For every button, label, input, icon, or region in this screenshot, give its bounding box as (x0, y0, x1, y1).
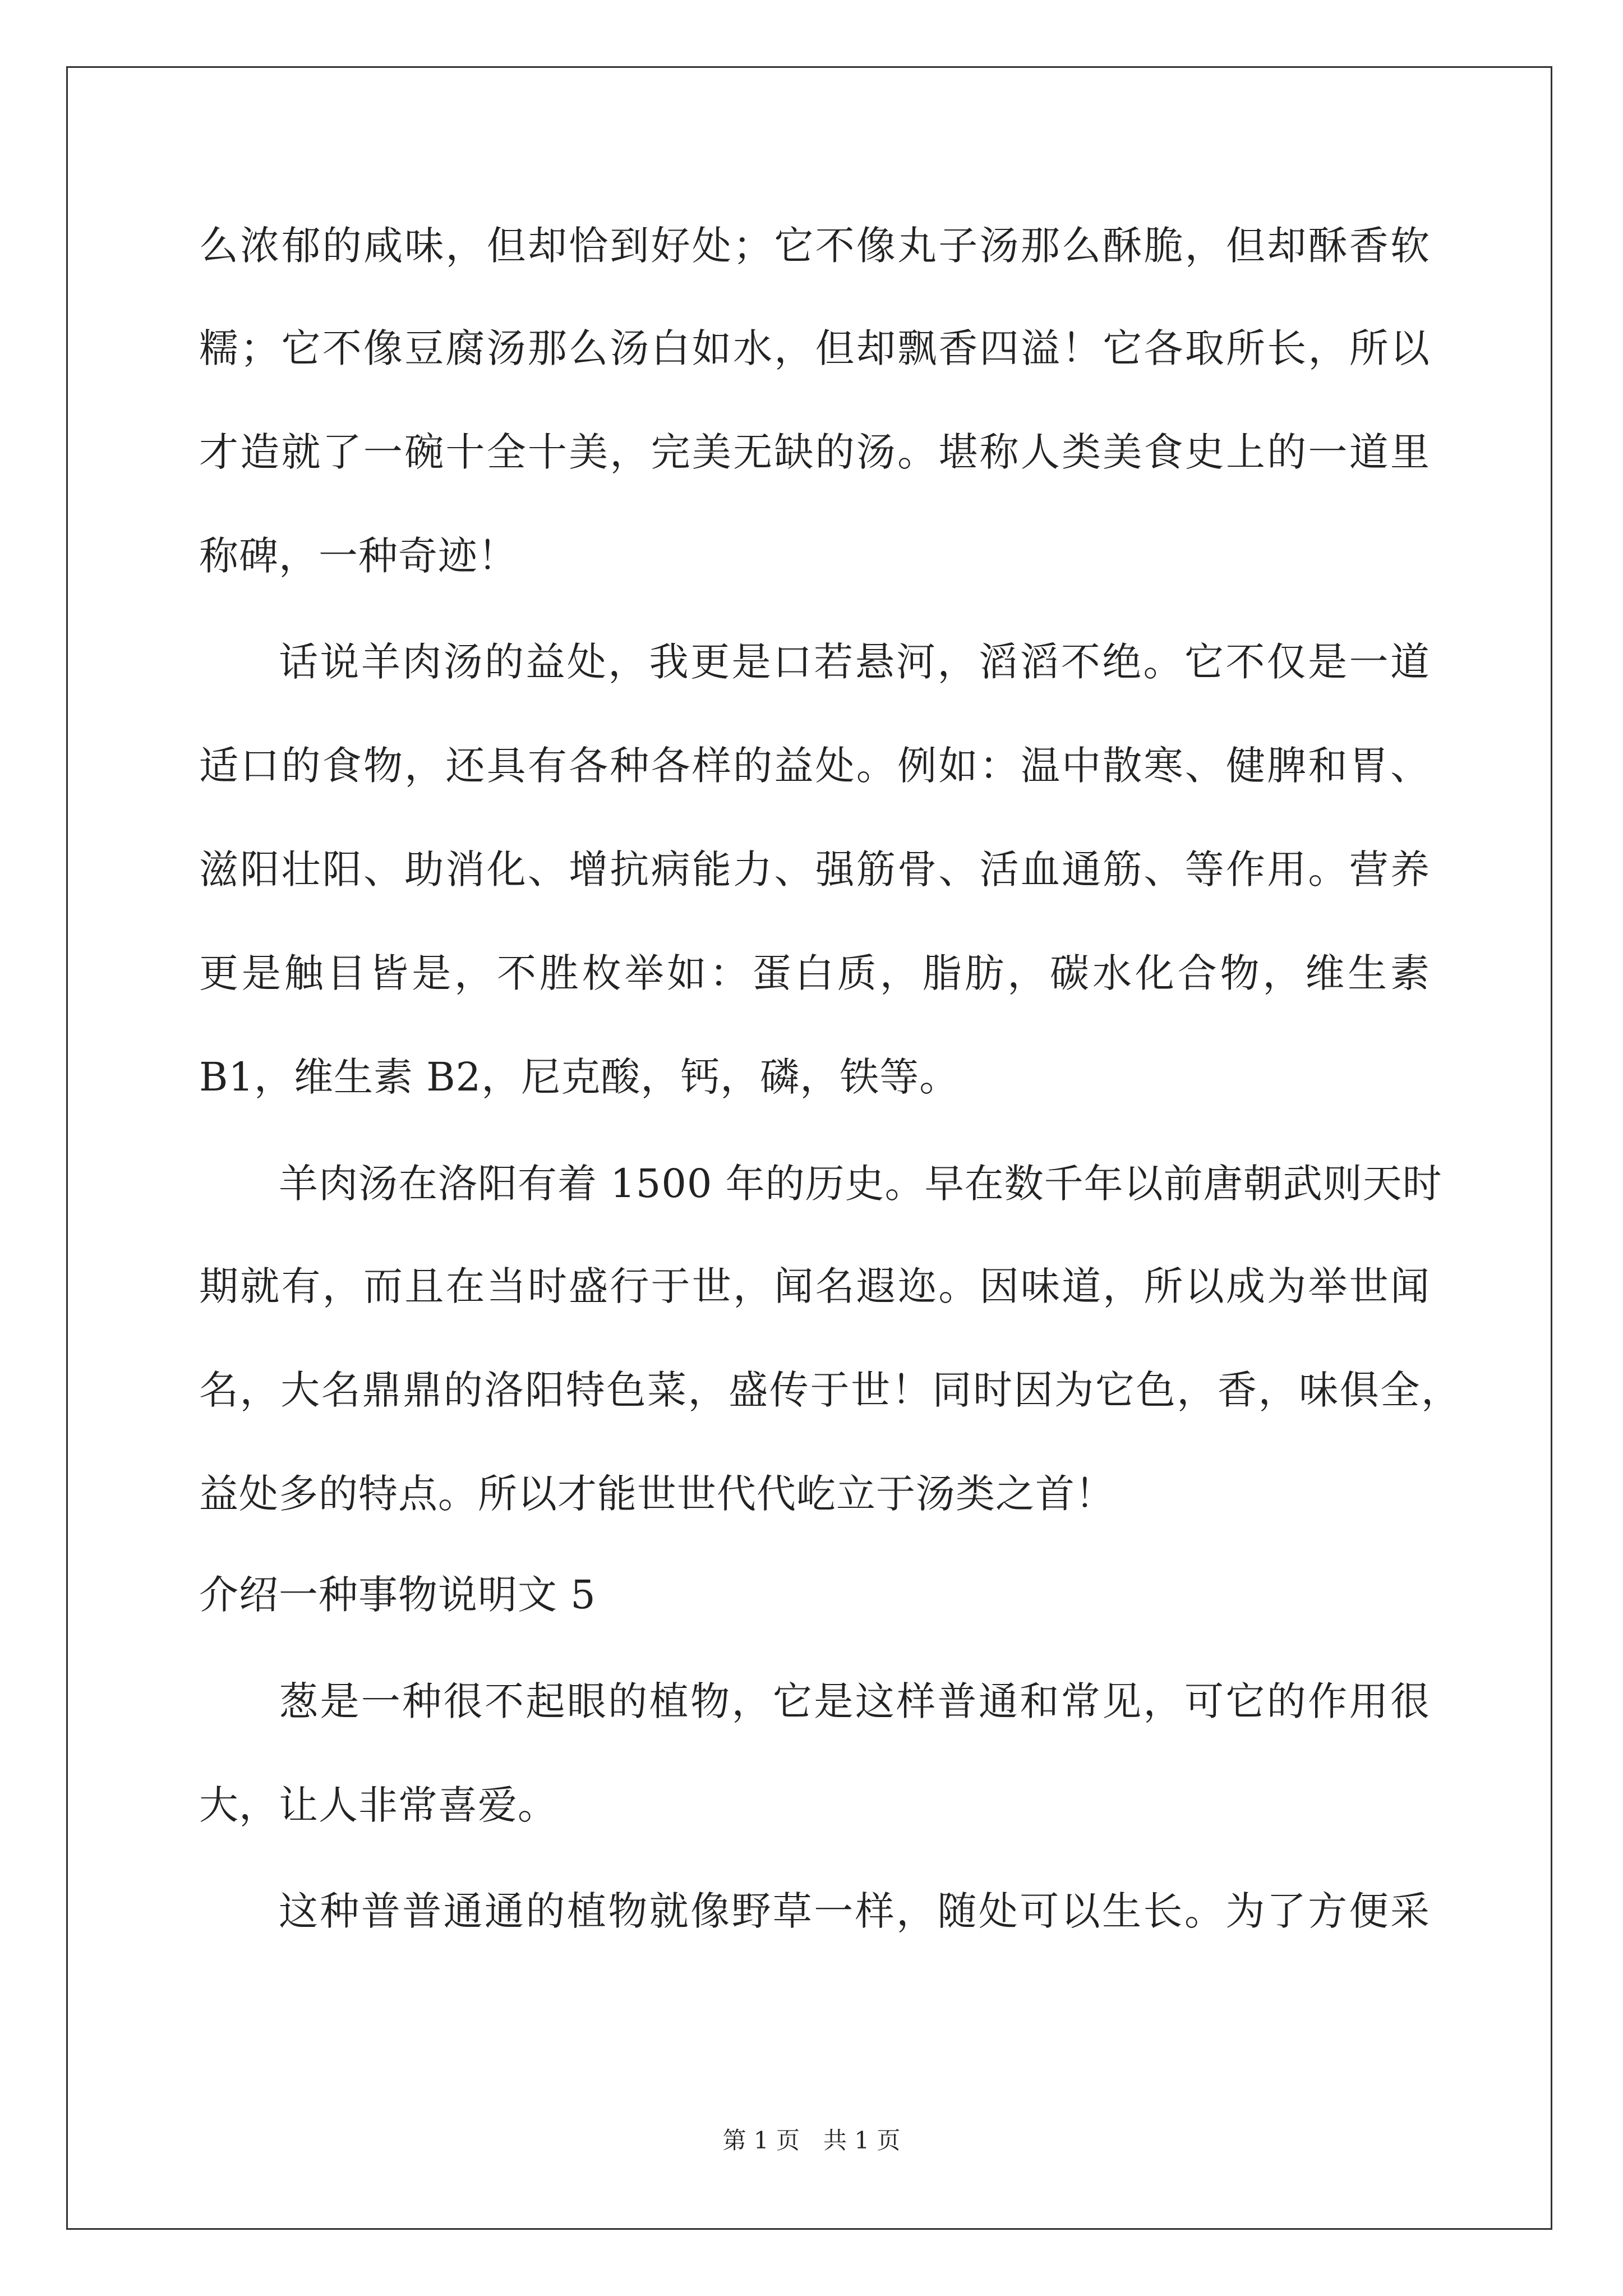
page-footer: 第 1 页 共 1 页 (722, 2127, 901, 2154)
text-line: 称碑，一种奇迹！ (199, 533, 518, 579)
text-line: 期就有，而且在当时盛行于世，闻名遐迩。因味道，所以成为举世闻 (199, 1263, 1430, 1309)
text-line: 么浓郁的咸味，但却恰到好处；它不像丸子汤那么酥脆，但却酥香软 (199, 223, 1430, 269)
paragraph-first-line: 话说羊肉汤的益处，我更是口若悬河，滔滔不绝。它不仅是一道 (279, 639, 1430, 685)
text-line: 益处多的特点。所以才能世世代代屹立于汤类之首！ (199, 1471, 1115, 1517)
text-line: 才造就了一碗十全十美，完美无缺的汤。堪称人类美食史上的一道里 (199, 429, 1430, 475)
text-line: 滋阳壮阳、助消化、增抗病能力、强筋骨、活血通筋、等作用。营养 (199, 846, 1430, 892)
text-line: 大，让人非常喜爱。 (199, 1782, 557, 1828)
paragraph-first-line: 这种普普通通的植物就像野草一样，随处可以生长。为了方便采 (279, 1888, 1430, 1934)
text-line: 适口的食物，还具有各种各样的益处。例如：温中散寒、健脾和胃、 (199, 743, 1430, 789)
text-line: 更是触目皆是，不胜枚举如：蛋白质，脂肪，碳水化合物，维生素 (199, 950, 1430, 996)
text-line: 名，大名鼎鼎的洛阳特色菜，盛传于世！同时因为它色，香，味俱全， (199, 1367, 1461, 1413)
section-heading: 介绍一种事物说明文 5 (199, 1572, 596, 1618)
text-line: B1，维生素 B2，尼克酸，钙，磷，铁等。 (199, 1054, 960, 1100)
paragraph-first-line: 葱是一种很不起眼的植物，它是这样普通和常见，可它的作用很 (279, 1678, 1430, 1724)
text-line: 糯；它不像豆腐汤那么汤白如水，但却飘香四溢！它各取所长，所以 (199, 325, 1430, 371)
paragraph-first-line: 羊肉汤在洛阳有着 1500 年的历史。早在数千年以前唐朝武则天时 (279, 1161, 1442, 1207)
